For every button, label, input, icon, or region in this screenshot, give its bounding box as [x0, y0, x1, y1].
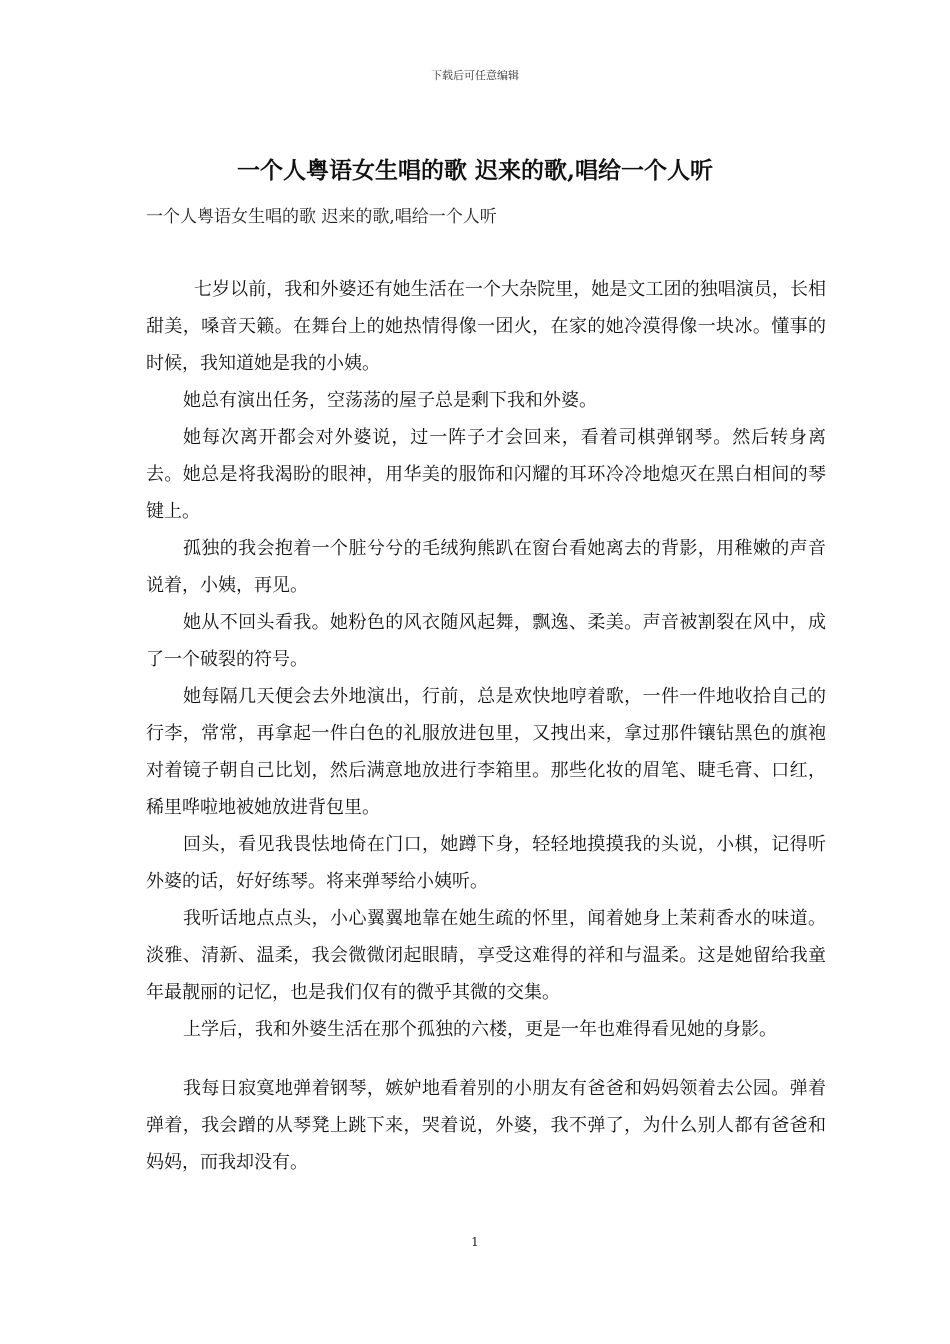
- paragraph: 她总有演出任务，空荡荡的屋子总是剩下我和外婆。: [183, 390, 597, 411]
- document-subtitle: 一个人粤语女生唱的歌 迟来的歌,唱给一个人听: [146, 207, 497, 227]
- paragraph: 她每隔几天便会去外地演出，行前，总是欢快地哼着歌，一件一件地收拾自己的行李，常常，再拿起一件白色的礼服放进包里，又拽出来，拿过那件镶钻黑色的旗袍对着镜子朝自己比划，然后满意地放进行李箱里。那些化妆的眉笔、睫毛膏、口红，稀里哗啦地被她放进背包里。: [146, 686, 826, 818]
- paragraph: 七岁以前，我和外婆还有她生活在一个大杂院里，她是文工团的独唱演员，长相甜美，嗓音天籁。在舞台上的她热情得像一团火，在家的她冷漠得像一块冰。懂事的时候，我知道她是我的小姨。: [146, 279, 826, 374]
- page-number: 1: [471, 1235, 479, 1249]
- paragraph: 孤独的我会抱着一个脏兮兮的毛绒狗熊趴在窗台看她离去的背影，用稚嫩的声音说着，小姨，再见。: [146, 538, 826, 596]
- header-note: 下载后可任意编辑: [431, 69, 519, 82]
- paragraph: 我听话地点点头，小心翼翼地靠在她生疏的怀里，闻着她身上茉莉香水的味道。淡雅、清新、温柔，我会微微闭起眼睛，享受这难得的祥和与温柔。这是她留给我童年最靓丽的记忆，也是我们仅有的微乎其微的交集。: [146, 908, 826, 1003]
- paragraph: 我每日寂寞地弹着钢琴，嫉妒地看着别的小朋友有爸爸和妈妈领着去公园。弹着弹着，我会蹭的从琴凳上跳下来，哭着说，外婆，我不弹了，为什么别人都有爸爸和妈妈，而我却没有。: [146, 1078, 826, 1173]
- paragraph: 回头，看见我畏怯地倚在门口，她蹲下身，轻轻地摸摸我的头说，小棋，记得听外婆的话，好好练琴。将来弹琴给小姨听。: [146, 834, 826, 892]
- document-title: 一个人粤语女生唱的歌 迟来的歌,唱给一个人听: [236, 157, 713, 184]
- paragraph: 她每次离开都会对外婆说，过一阵子才会回来，看着司棋弹钢琴。然后转身离去。她总是将我渴盼的眼神，用华美的服饰和闪耀的耳环冷冷地熄灭在黑白相间的琴键上。: [146, 427, 826, 522]
- paragraph: 她从不回头看我。她粉色的风衣随风起舞，飘逸、柔美。声音被割裂在风中，成了一个破裂的符号。: [146, 612, 826, 670]
- paragraph: 上学后，我和外婆生活在那个孤独的六楼，更是一年也难得看见她的身影。: [183, 1019, 777, 1040]
- document-body: [146, 271, 826, 1181]
